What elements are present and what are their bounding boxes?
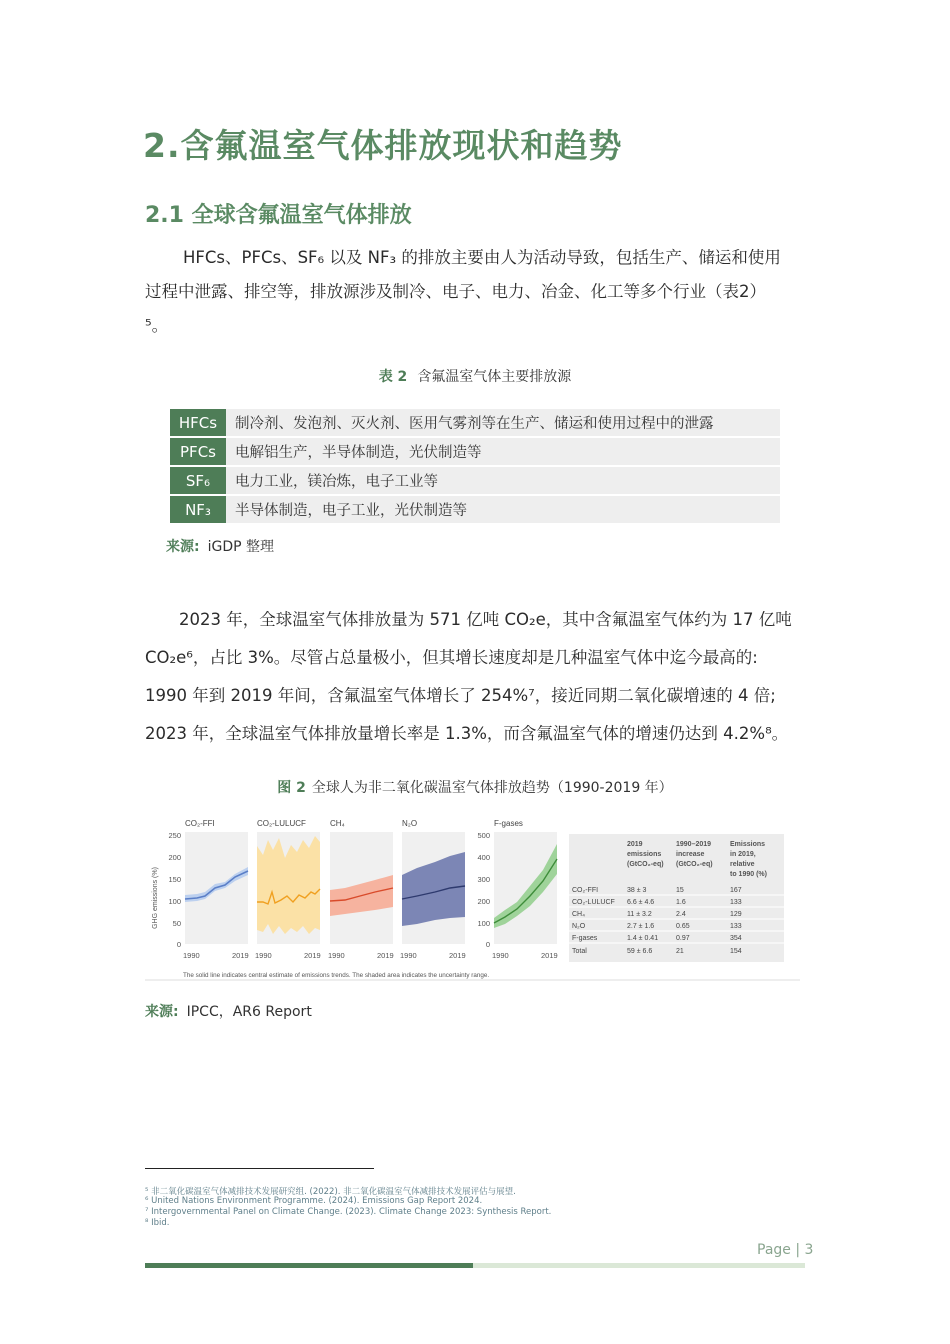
figure-table-cell: 129 [730, 911, 742, 918]
tick-label: 100 [168, 897, 181, 906]
gas-name-cell: HFCs [170, 409, 226, 436]
footnote: ⁸ Ibid. [145, 1218, 170, 1228]
tick-label: 400 [477, 853, 490, 862]
panel-background [494, 832, 557, 944]
paragraph-trend [145, 601, 810, 753]
uncertainty-band [257, 836, 320, 934]
tick-label: 250 [168, 831, 181, 840]
footer-bar-dark [145, 1263, 473, 1268]
figure-table-header: Emissions [730, 841, 766, 848]
figure-table-cell: Total [572, 948, 587, 955]
panel-title: N₂O [402, 819, 418, 828]
x-tick-label: 2019 [232, 951, 249, 960]
x-tick-label: 2019 [304, 951, 321, 960]
panel-title: CH₄ [330, 819, 345, 828]
tick-label: 100 [477, 919, 490, 928]
emission-source-table [170, 409, 780, 525]
figure-table-cell: CO₂-FFI [572, 887, 599, 894]
figure-table-cell: 1.4 ± 0.41 [627, 935, 659, 942]
paragraph-line: ⁵。 [145, 316, 169, 335]
source-cell: 半导体制造，电子工业，光伏制造等 [226, 496, 780, 523]
x-tick-label: 1990 [183, 951, 200, 960]
figure-table-cell: 0.65 [676, 923, 690, 930]
figure-caption-label: 图 2 [277, 780, 306, 796]
figure-table-cell: 2.7 ± 1.6 [627, 923, 655, 930]
figure-table-cell: N₂O [572, 923, 586, 930]
figure-table-cell: 154 [730, 948, 742, 955]
figure-table-header: (GtCO₂-eq) [676, 861, 713, 868]
figure-table-header: 1990–2019 [676, 841, 712, 848]
x-tick-label: 1990 [255, 951, 272, 960]
figure-table-cell: 0.97 [676, 935, 690, 942]
x-tick-label: 1990 [492, 951, 509, 960]
source-cell: 制冷剂、发泡剂、灭火剂、医用气雾剂等在生产、储运和使用过程中的泄露 [226, 409, 780, 436]
footnote: ⁷ Intergovernmental Panel on Climate Change. (2023). Climate Change 2023: Synthesis Report. [145, 1207, 552, 1217]
source-label: 来源: [166, 539, 200, 555]
x-tick-label: 2019 [449, 951, 466, 960]
figure-table-cell: 38 ± 3 [627, 887, 647, 894]
page-heading: 2.含氟温室气体排放现状和趋势 [143, 126, 623, 165]
figure-caption [0, 777, 950, 797]
source-cell: 电解铝生产，半导体制造，光伏制造等 [226, 438, 780, 465]
table-row [170, 496, 780, 523]
table-row [170, 438, 780, 465]
figure-note: The solid line indicates central estimate of emissions trends. The shaded area indicates the uncertainty range. [183, 972, 490, 979]
gas-name-cell: NF₃ [170, 496, 226, 523]
source-text: iGDP 整理 [207, 539, 275, 555]
figure-table-cell: 15 [676, 887, 684, 894]
figure-table-header: in 2019, [730, 851, 756, 858]
figure-table-header: increase [676, 851, 705, 858]
x-tick-label: 2019 [377, 951, 394, 960]
panel-title: CO₂-FFI [185, 819, 215, 828]
table-source [166, 536, 274, 556]
tick-label: 150 [168, 875, 181, 884]
gas-name-cell: PFCs [170, 438, 226, 465]
figure-table-cell: 133 [730, 923, 742, 930]
figure-table-cell: F-gases [572, 935, 598, 942]
x-tick-label: 2019 [541, 951, 558, 960]
table-caption [0, 366, 950, 386]
tick-label: 0 [485, 940, 490, 949]
tick-label: 0 [176, 940, 181, 949]
tick-label: 200 [168, 853, 181, 862]
tick-label: 300 [477, 875, 490, 884]
table-row [170, 467, 780, 494]
gas-name-cell: SF₆ [170, 467, 226, 494]
footnote-divider [145, 1168, 374, 1169]
figure-table-cell: CO₂-LULUCF [572, 899, 615, 906]
figure-table-cell: CH₄ [572, 911, 585, 918]
figure-table-cell: 1.6 [676, 899, 686, 906]
y-axis-label: GHG emissions (%) [152, 867, 159, 929]
paragraph-line: CO₂e⁶，占比 3%。尽管占总量极小，但其增长速度却是几种温室气体中迄今最高的: [145, 648, 758, 667]
x-tick-label: 1990 [400, 951, 417, 960]
tick-label: 50 [172, 919, 181, 928]
source-cell: 电力工业，镁冶炼，电子工业等 [226, 467, 780, 494]
paragraph-line: 1990 年到 2019 年间，含氟温室气体增长了 254%⁷，接近同期二氧化碳增速的 4 倍; [145, 686, 776, 705]
figure-table-header: emissions [627, 851, 662, 858]
x-tick-label: 1990 [328, 951, 345, 960]
figure-table-cell: 2.4 [676, 911, 686, 918]
figure-table-header: (GtCO₂-eq) [627, 861, 664, 868]
figure-table-header: relative [730, 861, 755, 868]
panel-title: CO₂-LULUCF [257, 819, 306, 828]
figure-table-cell: 167 [730, 887, 742, 894]
tick-label: 500 [477, 831, 490, 840]
figure-table-header: 2019 [627, 841, 643, 848]
figure-source [145, 1001, 312, 1021]
emissions-trend-figure [145, 810, 800, 982]
source-label: 来源: [145, 1004, 179, 1020]
panel-title: F-gases [494, 819, 523, 828]
paragraph-line: 过程中泄露、排空等，排放源涉及制冷、电子、电力、冶金、化工等多个行业（表2） [145, 282, 766, 301]
footnote: ⁵ 非二氧化碳温室气体减排技术发展研究组. (2022). 非二氧化碳温室气体减排技术发展评估与展望. [145, 1187, 516, 1197]
figure-table-cell: 11 ± 3.2 [627, 911, 652, 918]
figure-table-cell: 21 [676, 948, 684, 955]
figure-caption-text: 全球人为非二氧化碳温室气体排放趋势（1990-2019 年） [311, 780, 673, 796]
table-caption-text: 含氟温室气体主要排放源 [417, 369, 572, 385]
figure-table-cell: 59 ± 6.6 [627, 948, 653, 955]
paragraph-line: 2023 年，全球温室气体排放量增长率是 1.3%，而含氟温室气体的增速仍达到 4.2%⁸。 [145, 724, 789, 743]
paragraph-intro [145, 241, 810, 343]
figure-table-header: to 1990 (%) [730, 871, 767, 878]
footnote: ⁶ United Nations Environment Programme. (2024). Emissions Gap Report 2024. [145, 1196, 483, 1206]
page-number: Page | 3 [757, 1242, 814, 1258]
paragraph-line: 2023 年，全球温室气体排放量为 571 亿吨 CO₂e，其中含氟温室气体约为 17 亿吨 [179, 610, 792, 629]
footer-bar-light [473, 1263, 805, 1268]
table-caption-label: 表 2 [378, 369, 408, 385]
section-heading: 2.1 全球含氟温室气体排放 [145, 203, 412, 228]
figure-table-cell: 133 [730, 899, 742, 906]
figure-table-cell: 6.6 ± 4.6 [627, 899, 655, 906]
source-text: IPCC，AR6 Report [186, 1004, 312, 1020]
figure-table-cell: 354 [730, 935, 742, 942]
table-row [170, 409, 780, 436]
tick-label: 200 [477, 897, 490, 906]
paragraph-line: HFCs、PFCs、SF₆ 以及 NF₃ 的排放主要由人为活动导致，包括生产、储运和使用 [183, 248, 781, 267]
